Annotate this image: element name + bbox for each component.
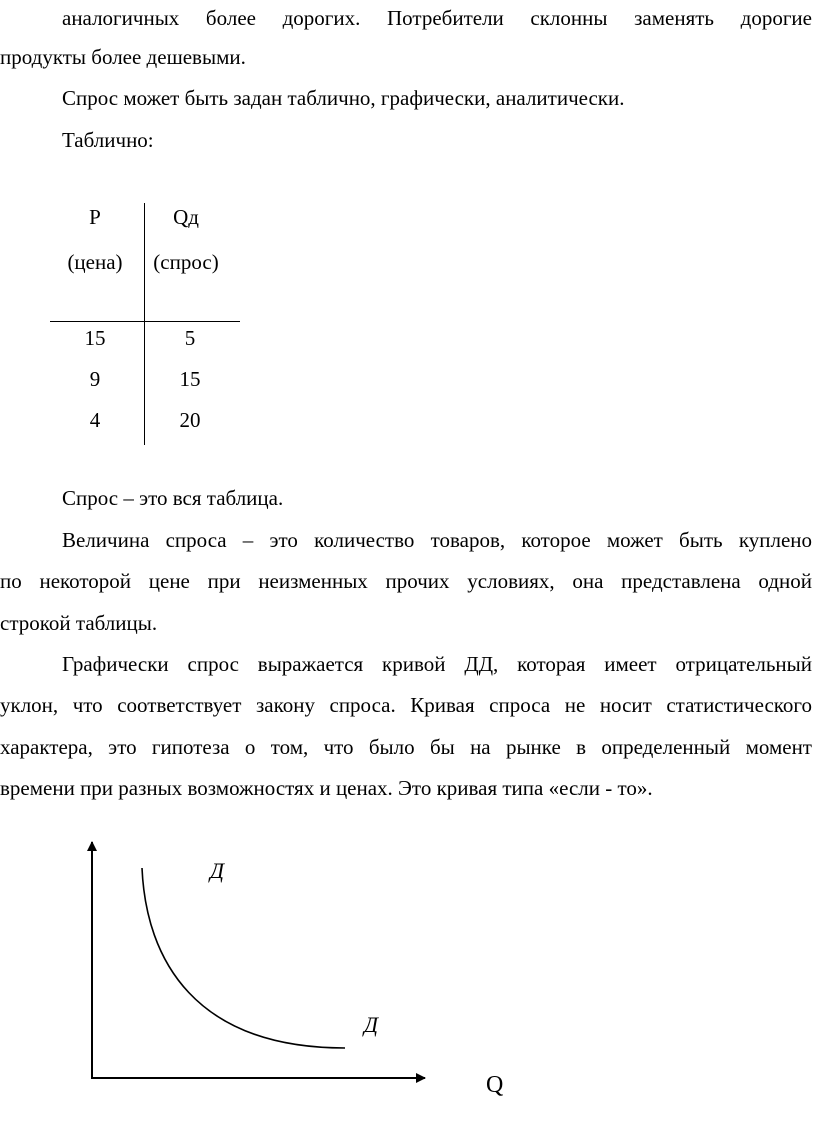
paragraph-2: Спрос может быть задан таблично, графически, аналитически.: [62, 86, 625, 110]
paragraph-6-line-3: характера, это гипотеза о том, что было бы на рынке в определенный момент: [0, 735, 812, 759]
table-header-qty-sub: (спрос): [153, 250, 219, 274]
table-row-3-price: 4: [89, 408, 101, 432]
table-row-1-price: 15: [84, 326, 106, 350]
curve-label-top: Д: [210, 858, 224, 883]
paragraph-5-line-2: по некоторой цене при неизменных прочих условиях, она представлена одной: [0, 569, 812, 593]
x-axis-label: Q: [486, 1072, 504, 1098]
paragraph-5-line-1: Величина спроса – это количество товаров, которое может быть куплено: [62, 528, 812, 552]
table-header-price: Р: [89, 205, 101, 229]
paragraph-3: Таблично:: [62, 128, 154, 152]
paragraph-6-line-4: времени при разных возможностях и ценах. Это кривая типа «если - то».: [0, 776, 653, 800]
table-row-2-qty: 15: [179, 367, 201, 391]
paragraph-6-line-2: уклон, что соответствует закону спроса. Кривая спроса не носит статистического: [0, 693, 812, 717]
paragraph-5-line-3: строкой таблицы.: [0, 611, 158, 635]
paragraph-6-line-1: Графически спрос выражается кривой ДД, которая имеет отрицательный: [62, 652, 812, 676]
table-header-price-sub: (цена): [67, 250, 123, 274]
paragraph-4: Спрос – это вся таблица.: [62, 486, 284, 510]
demand-curve: [142, 868, 345, 1048]
table-header-qty: Qд: [173, 205, 199, 229]
table-row-2-price: 9: [89, 367, 101, 391]
paragraph-1-line-1: аналогичных более дорогих. Потребители склонны заменять дорогие: [62, 6, 812, 30]
curve-label-bottom: Д: [364, 1012, 378, 1037]
table-row-1-qty: 5: [184, 326, 196, 350]
paragraph-1-line-2: продукты более дешевыми.: [0, 45, 246, 69]
table-row-3-qty: 20: [179, 408, 201, 432]
